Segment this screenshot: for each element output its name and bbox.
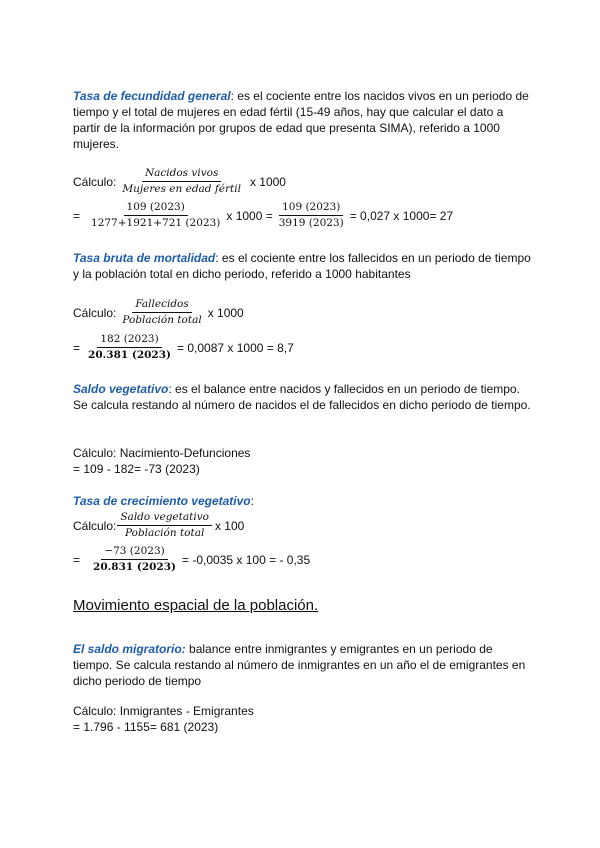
- fecundidad-paragraph: [73, 88, 533, 152]
- migratorio-section: [73, 641, 533, 689]
- fecundidad-eq: =: [73, 208, 81, 223]
- fecundidad-fraction-denominator: Mujeres en edad fértil: [122, 183, 241, 195]
- section-heading: Movimiento espacial de la población.: [73, 597, 319, 614]
- mortalidad-eq: =: [73, 340, 81, 355]
- mortalidad-fraction-numerator: Fallecidos: [132, 298, 191, 313]
- migratorio-calc: [73, 703, 254, 735]
- fecundidad-fraction-2-numerator: 109 (2023): [124, 201, 188, 216]
- mortalidad-fraction-2-numerator: 182 (2023): [97, 333, 161, 348]
- fecundidad-calc-label: Cálculo:: [73, 174, 117, 189]
- fecundidad-fraction-2-denominator: 1277+1921+721 (2023): [91, 217, 221, 229]
- crecimiento-calc-1: [73, 511, 244, 540]
- fecundidad-section: [73, 88, 533, 152]
- saldo-term: Saldo vegetativo: [73, 382, 169, 396]
- mortalidad-fraction-denominator: Población total: [122, 314, 202, 326]
- crecimiento-colon: :: [250, 494, 254, 508]
- saldo-calc: [73, 445, 250, 477]
- crecimiento-fraction: [117, 511, 212, 540]
- saldo-section: [73, 381, 533, 413]
- crecimiento-calc-label: Cálculo:: [73, 518, 117, 533]
- fecundidad-term: Tasa de fecundidad general: [73, 89, 231, 103]
- saldo-definition: : es el balance entre nacidos y fallecidos en un periodo de tiempo. Se calcula restando al número de nacidos el de fallecidos en dicho periodo de tiempo.: [73, 382, 531, 412]
- fecundidad-result: = 0,027 x 1000= 27: [349, 208, 454, 223]
- crecimiento-calc-2: [73, 545, 310, 574]
- mortalidad-section: [73, 250, 533, 282]
- crecimiento-fraction-denominator: Población total: [124, 527, 205, 539]
- crecimiento-result: = -0,0035 x 100 = - 0,35: [182, 552, 311, 567]
- saldo-paragraph: [73, 381, 533, 413]
- mortalidad-calc-label: Cálculo:: [73, 305, 117, 320]
- fecundidad-calc-2: [73, 201, 453, 230]
- crecimiento-fraction-numerator: Saldo vegetativo: [117, 511, 212, 526]
- mortalidad-fraction-2-denominator: 20.381 (2023): [88, 349, 172, 361]
- fecundidad-fraction-3: [276, 201, 347, 230]
- fecundidad-fraction-2: [88, 201, 223, 230]
- saldo-result: = 109 - 182= -73 (2023): [73, 462, 200, 476]
- migratorio-result: = 1.796 - 1155= 681 (2023): [73, 720, 219, 734]
- mortalidad-term: Tasa bruta de mortalidad: [73, 251, 216, 265]
- fecundidad-fraction-numerator: Nacidos vivos: [142, 167, 221, 182]
- mortalidad-result: = 0,0087 x 1000 = 8,7: [177, 340, 294, 355]
- fecundidad-mid: x 1000 =: [226, 208, 273, 223]
- migratorio-definition: balance entre inmigrantes y emigrantes en un periodo de tiempo. Se calcula restando al número de inmigrantes en un año el de emigrantes en dicho periodo de tiempo: [73, 642, 526, 688]
- saldo-calc-line: Cálculo: Nacimiento-Defunciones: [73, 446, 251, 460]
- mortalidad-fraction: [119, 298, 204, 327]
- crecimiento-eq: =: [73, 552, 81, 567]
- mortalidad-times: x 1000: [207, 305, 244, 320]
- migratorio-paragraph: [73, 641, 533, 689]
- fecundidad-times: x 1000: [249, 174, 286, 189]
- fecundidad-definition: : es el cociente entre los nacidos vivos en un periodo de tiempo y el total de mujeres en edad fértil (15-49 años, hay que calcular el dato a partir de la información por grupos de edad que presenta SIMA), referido a 1000 mujeres.: [73, 89, 529, 151]
- crecimiento-fraction-2: [90, 545, 179, 574]
- migratorio-term: El saldo migratorio:: [73, 642, 186, 656]
- crecimiento-times: x 100: [214, 518, 245, 533]
- mortalidad-calc-2: [73, 333, 294, 362]
- mortalidad-fraction-2: [85, 333, 174, 362]
- migratorio-calc-line: Cálculo: Inmigrantes - Emigrantes: [73, 704, 254, 718]
- crecimiento-fraction-2-numerator: −73 (2023): [101, 545, 167, 560]
- crecimiento-section: [73, 493, 254, 509]
- crecimiento-fraction-2-denominator: 20.831 (2023): [93, 561, 177, 573]
- crecimiento-heading: [73, 493, 254, 509]
- mortalidad-definition: : es el cociente entre los fallecidos en un periodo de tiempo y la población total en dicho periodo, referido a 1000 habitantes: [73, 251, 531, 281]
- fecundidad-fraction-3-numerator: 109 (2023): [279, 201, 343, 216]
- crecimiento-term: Tasa de crecimiento vegetativo: [73, 494, 251, 508]
- fecundidad-fraction-3-denominator: 3919 (2023): [278, 217, 344, 229]
- fecundidad-calc-1: [73, 167, 286, 196]
- mortalidad-paragraph: [73, 250, 533, 282]
- fecundidad-fraction: [119, 167, 244, 196]
- mortalidad-calc-1: [73, 298, 244, 327]
